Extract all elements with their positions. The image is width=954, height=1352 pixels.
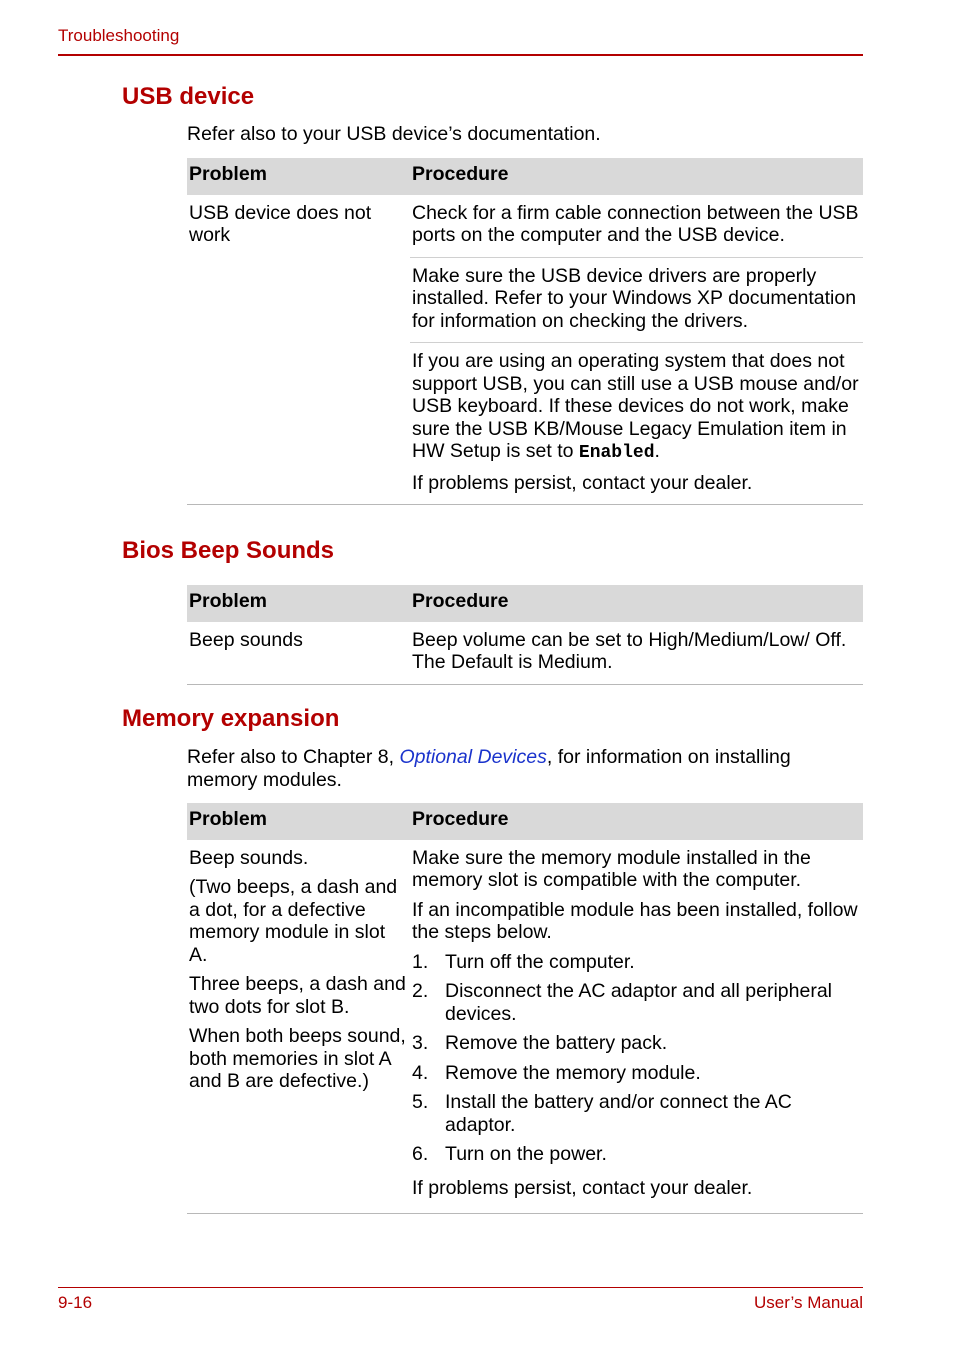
procedure-text bbox=[412, 350, 860, 465]
procedure-text: Make sure the USB device drivers are properly installed. Refer to your Windows XP documentation for information on checking the drivers. bbox=[412, 264, 857, 332]
running-head: Troubleshooting bbox=[58, 26, 180, 45]
usb-table bbox=[187, 158, 863, 505]
procedure-cell bbox=[410, 840, 863, 1214]
list-item bbox=[412, 1032, 860, 1055]
list-item bbox=[412, 951, 860, 974]
step-text: Turn on the power. bbox=[445, 1143, 607, 1165]
list-item bbox=[412, 980, 860, 1025]
problem-text: USB device does not work bbox=[189, 201, 372, 246]
step-number: 2. bbox=[412, 980, 429, 1002]
page-number: 9-16 bbox=[58, 1293, 93, 1312]
column-header-procedure: Procedure bbox=[410, 803, 863, 840]
list-item bbox=[412, 1062, 860, 1085]
procedure-text: Beep volume can be set to High/Medium/Low/ Off. The Default is Medium. bbox=[412, 628, 847, 673]
memory-intro bbox=[187, 746, 863, 791]
step-text: Install the battery and/or connect the AC adaptor. bbox=[445, 1091, 792, 1136]
list-item bbox=[412, 1143, 860, 1166]
procedure-text: Make sure the memory module installed in the memory slot is compatible with the computer. bbox=[412, 846, 811, 891]
enabled-keyword: Enabled bbox=[578, 443, 655, 463]
step-text: Remove the battery pack. bbox=[445, 1032, 668, 1054]
header-rule bbox=[58, 54, 863, 56]
memory-intro-after: , for information on installing memory modules. bbox=[187, 746, 791, 791]
memory-intro-before: Refer also to Chapter 8, bbox=[187, 746, 400, 768]
section-title-usb: USB device bbox=[122, 83, 255, 110]
procedure-text: If an incompatible module has been installed, follow the steps below. bbox=[412, 898, 858, 943]
final-note: If problems persist, contact your dealer. bbox=[412, 1176, 753, 1199]
procedure-cell bbox=[410, 195, 863, 258]
problem-text: Three beeps, a dash and two dots for slot B. bbox=[189, 973, 406, 1018]
column-header-procedure: Procedure bbox=[410, 585, 863, 622]
memory-table bbox=[187, 803, 863, 1214]
procedure-cell bbox=[410, 622, 863, 685]
usb-intro: Refer also to your USB device’s documentation. bbox=[187, 123, 601, 145]
step-number: 4. bbox=[412, 1061, 429, 1084]
problem-cell bbox=[187, 840, 410, 1214]
step-number: 3. bbox=[412, 1032, 429, 1054]
procedure-text-main: If you are using an operating system that does not support USB, you can still use a USB mouse and/or USB keyboard. If these devices do not work, make sure the USB KB/Mouse Legacy Emulation item in HW Setup is set to bbox=[412, 350, 859, 462]
period: . bbox=[654, 440, 660, 462]
section-title-bios: Bios Beep Sounds bbox=[122, 537, 335, 564]
procedure-cell bbox=[410, 257, 863, 343]
footer-rule bbox=[58, 1287, 863, 1288]
problem-cell bbox=[187, 622, 410, 685]
manual-title: User’s Manual bbox=[754, 1293, 863, 1312]
step-text: Remove the memory module. bbox=[445, 1061, 701, 1084]
procedure-text: Check for a firm cable connection between the USB ports on the computer and the USB device. bbox=[412, 201, 859, 246]
section-title-memory: Memory expansion bbox=[122, 705, 340, 732]
problem-text: Beep sounds bbox=[189, 628, 303, 651]
column-header-problem: Problem bbox=[187, 803, 410, 840]
step-number: 6. bbox=[412, 1143, 429, 1165]
problem-text: Beep sounds. bbox=[189, 846, 309, 869]
problem-cell bbox=[187, 195, 410, 505]
optional-devices-link[interactable]: Optional Devices bbox=[399, 746, 547, 768]
final-note: If problems persist, contact your dealer. bbox=[412, 471, 753, 494]
problem-text: (Two beeps, a dash and a dot, for a defective memory module in slot A. bbox=[189, 876, 398, 966]
procedure-cell bbox=[410, 343, 863, 505]
column-header-problem: Problem bbox=[187, 585, 410, 622]
step-text: Turn off the computer. bbox=[445, 950, 635, 973]
step-number: 5. bbox=[412, 1091, 429, 1113]
list-item bbox=[412, 1091, 860, 1136]
step-text: Disconnect the AC adaptor and all peripheral devices. bbox=[445, 980, 832, 1025]
column-header-procedure: Procedure bbox=[410, 158, 863, 195]
bios-table bbox=[187, 585, 863, 685]
step-number: 1. bbox=[412, 950, 429, 973]
column-header-problem: Problem bbox=[187, 158, 410, 195]
problem-text: When both beeps sound, both memories in slot A and B are defective.) bbox=[189, 1025, 406, 1092]
steps-list bbox=[412, 951, 860, 1166]
